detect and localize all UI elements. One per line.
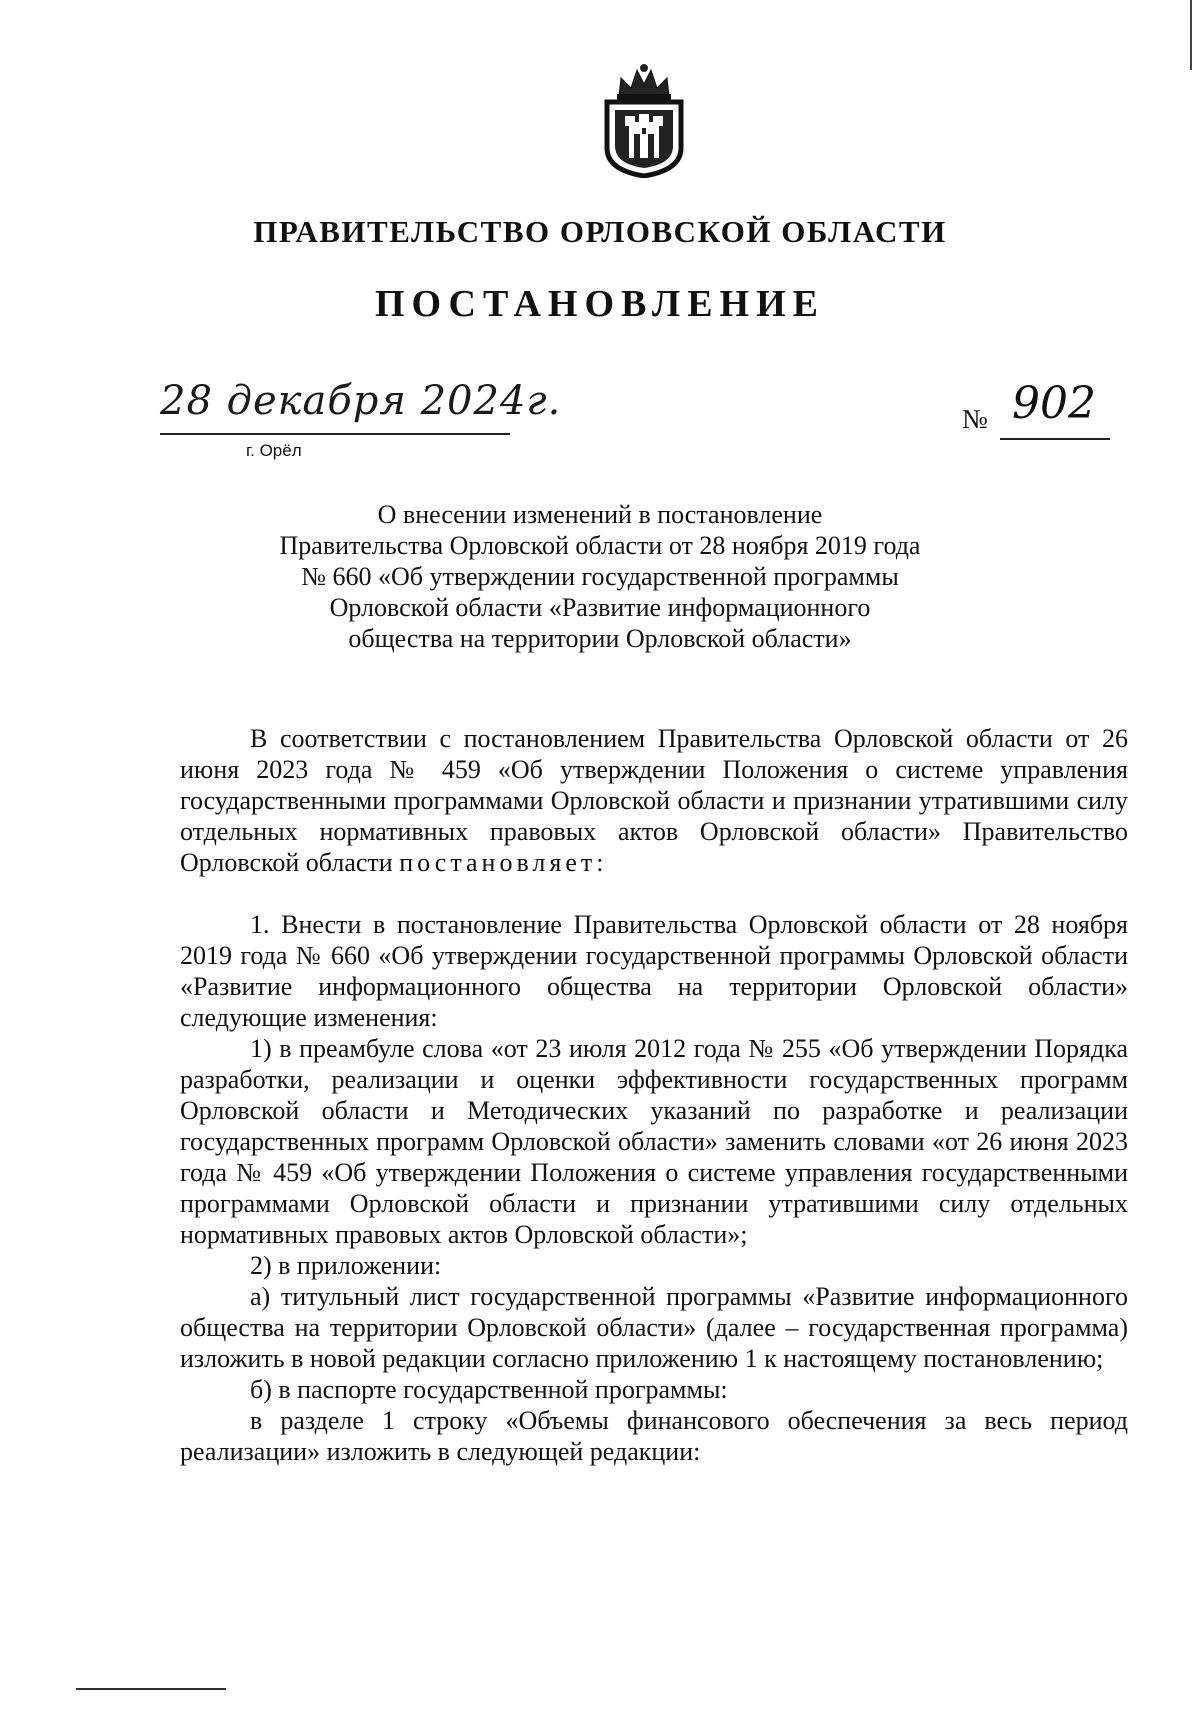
document-subject bbox=[180, 499, 1020, 654]
clause-1-2: 2) в приложении: bbox=[250, 1251, 442, 1280]
subject-line: Орловской области «Развитие информационного bbox=[329, 593, 871, 622]
subject-line: № 660 «Об утверждении государственной программы bbox=[301, 562, 899, 591]
preamble-keyword: постановляет: bbox=[399, 848, 608, 877]
scan-edge-mark bbox=[1190, 0, 1192, 70]
clause-1-2-b-text: в разделе 1 строку «Объемы финансового обеспечения за весь период реализации» изложить в следующей редакции: bbox=[180, 1406, 1128, 1466]
handwritten-number: 902 bbox=[1012, 378, 1096, 429]
clause-1-2-b: б) в паспорте государственной программы: bbox=[250, 1375, 728, 1404]
city-label: г. Орёл bbox=[246, 441, 302, 460]
document-type-title: ПОСТАНОВЛЕНИЕ bbox=[374, 283, 826, 325]
date-underline bbox=[160, 433, 510, 435]
preamble-paragraph bbox=[180, 723, 1128, 878]
preamble-text: В соответствии с постановлением Правительства Орловской области от 26 июня 2023 года № 459 «Об утверждении Положения о системе управления государственными программами Орловской области и признании утратившими силу отдельных нормативных правовых актов Орловской области» Правительство Орловской области bbox=[180, 724, 1128, 877]
document-body bbox=[180, 723, 1128, 1467]
subject-line: О внесении изменений в постановление bbox=[377, 500, 823, 529]
subject-line: Правительства Орловской области от 28 ноября 2019 года bbox=[279, 531, 921, 560]
subject-line: общества на территории Орловской области» bbox=[348, 624, 852, 653]
clause-1: 1. Внести в постановление Правительства Орловской области от 28 ноября 2019 года № 660 «Об утверждении государственной программы Орловской области «Развитие информационного общества на территории Орловской области» следующие изменения: bbox=[180, 910, 1128, 1032]
clause-1-2-a: а) титульный лист государственной программы «Развитие информационного общества на территории Орловской области» (далее – государственная программа) изложить в новой редакции согласно приложению 1 к настоящему постановлению; bbox=[180, 1282, 1128, 1373]
clause-1-1: 1) в преамбуле слова «от 23 июля 2012 года № 255 «Об утверждении Порядка разработки, реализации и оценки эффективности государственных программ Орловской области и Методических указаний по разработке и реализации государственных программ Орловской области» заменить словами «от 26 июня 2023 года № 459 «Об утверждении Положения о системе управления государственными программами Орловской области и признании утратившими силу отдельных нормативных правовых актов Орловской области»; bbox=[180, 1034, 1128, 1249]
coat-of-arms-icon bbox=[599, 60, 689, 178]
footer-rule bbox=[76, 1688, 226, 1690]
government-title: ПРАВИТЕЛЬСТВО ОРЛОВСКОЙ ОБЛАСТИ bbox=[253, 214, 947, 249]
number-sign: № bbox=[962, 404, 988, 434]
number-underline bbox=[1000, 438, 1110, 440]
handwritten-date: 28 декабря 2024г. bbox=[160, 378, 562, 424]
